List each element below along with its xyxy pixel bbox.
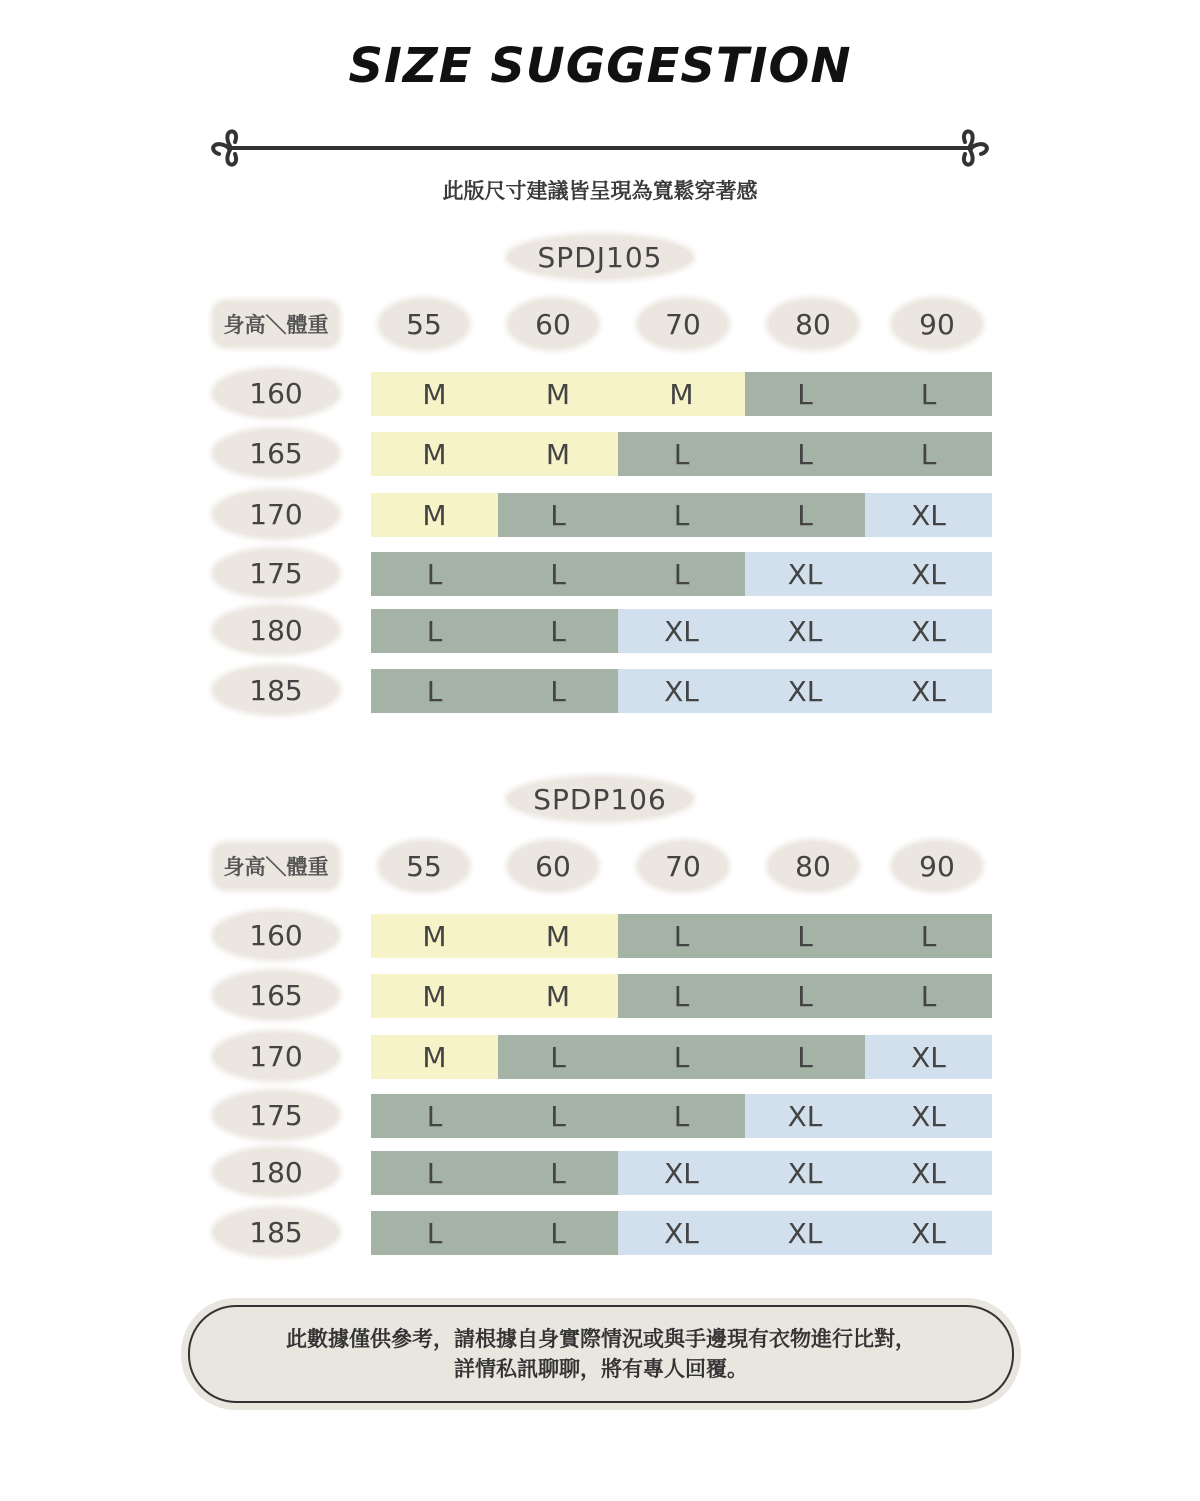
leaf-ornament-right-icon: [964, 131, 987, 164]
size-cell: XL: [745, 1211, 865, 1255]
weight-value: 60: [535, 307, 571, 341]
size-cell: XL: [865, 493, 992, 537]
size-cell: M: [371, 493, 498, 537]
size-cell: XL: [865, 609, 992, 653]
weight-value: 55: [406, 307, 442, 341]
size-cell: M: [371, 914, 498, 958]
height-value: 160: [249, 918, 303, 952]
size-cell: M: [498, 372, 618, 416]
size-cell: XL: [865, 1211, 992, 1255]
corner-label-text: 身高＼體重: [223, 313, 329, 337]
weight-header: [769, 842, 857, 890]
size-cell: XL: [745, 1151, 865, 1195]
weight-value: 55: [406, 849, 442, 883]
height-value: 170: [249, 1039, 303, 1073]
size-cell: L: [498, 552, 618, 596]
height-value: 180: [249, 613, 303, 647]
size-cell: L: [371, 1094, 498, 1138]
weight-value: 60: [535, 849, 571, 883]
size-cell: XL: [865, 1035, 992, 1079]
size-cell: L: [498, 1094, 618, 1138]
ornament-divider: [205, 122, 995, 178]
size-cell: M: [371, 372, 498, 416]
height-weight-corner-label: [214, 844, 338, 888]
height-value: 180: [249, 1155, 303, 1189]
height-label: [214, 1092, 338, 1138]
size-cell: L: [865, 914, 992, 958]
size-cell: L: [745, 1035, 865, 1079]
weight-header: [380, 300, 468, 348]
size-cell: XL: [745, 552, 865, 596]
weight-header: [639, 300, 727, 348]
weight-header: [509, 300, 597, 348]
size-cell: L: [618, 914, 745, 958]
size-cell: L: [498, 493, 618, 537]
subtitle: 此版尺寸建議皆呈現為寬鬆穿著感: [442, 179, 758, 203]
size-cell: L: [745, 914, 865, 958]
page-title: SIZE SUGGESTION: [348, 38, 852, 94]
leaf-ornament-left-icon: [213, 131, 236, 164]
height-label: [214, 667, 338, 713]
size-cell: L: [745, 493, 865, 537]
size-cell: M: [618, 372, 745, 416]
size-cell: L: [371, 552, 498, 596]
size-cell: XL: [865, 669, 992, 713]
height-value: 165: [249, 436, 303, 470]
size-cell: L: [371, 669, 498, 713]
height-value: 165: [249, 978, 303, 1012]
size-cell: L: [371, 609, 498, 653]
product-code-badge: [508, 778, 692, 820]
size-cell: XL: [618, 1151, 745, 1195]
size-cell: L: [745, 432, 865, 476]
height-label: [214, 491, 338, 537]
height-value: 185: [249, 673, 303, 707]
height-label: [214, 972, 338, 1018]
size-cell: L: [618, 974, 745, 1018]
weight-header: [893, 842, 981, 890]
size-cell: L: [498, 609, 618, 653]
size-cell: L: [498, 1151, 618, 1195]
size-cell: M: [498, 974, 618, 1018]
size-cell: L: [498, 1035, 618, 1079]
height-value: 175: [249, 1098, 303, 1132]
height-value: 185: [249, 1215, 303, 1249]
size-cell: L: [371, 1211, 498, 1255]
height-label: [214, 1149, 338, 1195]
size-cell: L: [498, 669, 618, 713]
height-value: 170: [249, 497, 303, 531]
height-label: [214, 370, 338, 416]
weight-header: [893, 300, 981, 348]
size-cell: M: [498, 914, 618, 958]
size-cell: L: [745, 974, 865, 1018]
size-cell: L: [618, 1035, 745, 1079]
height-label: [214, 430, 338, 476]
weight-header: [639, 842, 727, 890]
size-cell: M: [371, 974, 498, 1018]
size-cell: L: [618, 493, 745, 537]
weight-value: 80: [795, 849, 831, 883]
height-weight-corner-label: [214, 302, 338, 346]
size-cell: L: [745, 372, 865, 416]
size-cell: XL: [745, 609, 865, 653]
height-label: [214, 912, 338, 958]
size-cell: L: [618, 552, 745, 596]
size-cell: L: [865, 372, 992, 416]
note-line-1: 此數據僅供參考，請根據自身實際情況或與手邊現有衣物進行比對，: [286, 1327, 916, 1351]
weight-header: [380, 842, 468, 890]
height-value: 160: [249, 376, 303, 410]
size-cell: XL: [865, 1151, 992, 1195]
size-cell: L: [618, 432, 745, 476]
size-cell: XL: [745, 669, 865, 713]
size-cell: M: [371, 432, 498, 476]
note-line-2: 詳情私訊聊聊，將有專人回覆。: [454, 1357, 748, 1381]
size-cell: L: [865, 974, 992, 1018]
height-label: [214, 607, 338, 653]
disclaimer-note: [188, 1305, 1014, 1403]
height-value: 175: [249, 556, 303, 590]
corner-label-text: 身高＼體重: [223, 855, 329, 879]
size-cell: L: [865, 432, 992, 476]
size-cell: XL: [618, 669, 745, 713]
size-cell: L: [371, 1151, 498, 1195]
size-cell: XL: [745, 1094, 865, 1138]
size-cell: L: [618, 1094, 745, 1138]
size-cell: L: [498, 1211, 618, 1255]
size-cell: XL: [865, 552, 992, 596]
height-label: [214, 1033, 338, 1079]
height-label: [214, 1209, 338, 1255]
size-cell: XL: [865, 1094, 992, 1138]
weight-value: 80: [795, 307, 831, 341]
product-code-badge: [508, 236, 692, 278]
size-cell: XL: [618, 609, 745, 653]
product-code: SPDJ105: [537, 240, 663, 274]
size-cell: M: [371, 1035, 498, 1079]
weight-value: 70: [665, 849, 701, 883]
weight-header: [769, 300, 857, 348]
weight-value: 90: [919, 307, 955, 341]
size-cell: XL: [618, 1211, 745, 1255]
height-label: [214, 550, 338, 596]
weight-value: 90: [919, 849, 955, 883]
weight-header: [509, 842, 597, 890]
size-cell: M: [498, 432, 618, 476]
product-code: SPDP106: [533, 782, 667, 816]
weight-value: 70: [665, 307, 701, 341]
